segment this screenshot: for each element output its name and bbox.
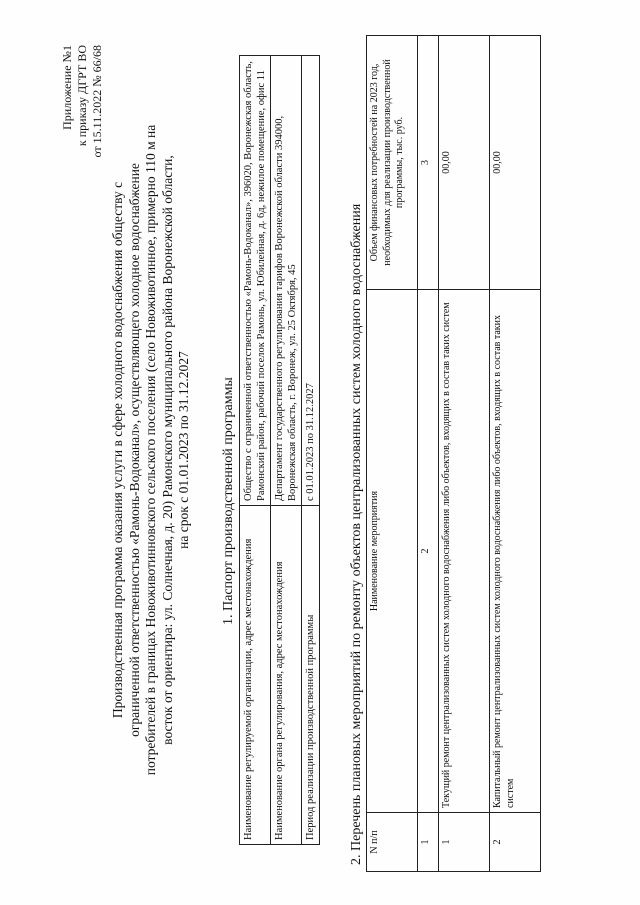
- passport-value: Департамент государственного регулирования тарифов Воронежской области 394000, Воронежская область, г. Воронеж, ул. 25 Октября, 45: [271, 56, 302, 506]
- passport-label: Наименование регулируемой организации, адрес местонахождения: [240, 506, 271, 845]
- passport-label: Наименование органа регулирования, адрес местонахождения: [271, 506, 302, 845]
- header-amount: Объем финансовых потребностей на 2023 год, необходимых для реализации производственной программы, тыс. руб.: [367, 36, 418, 290]
- table-row: [240, 56, 271, 845]
- table-row: [439, 36, 490, 872]
- program-title-line-1: Производственная программа оказания услуги в сфере холодного водоснабжения обществу с: [110, 181, 125, 719]
- table-row: [302, 56, 320, 845]
- row-number: 2: [490, 813, 541, 872]
- passport-value: с 01.01.2023 по 31.12.2027: [302, 56, 320, 506]
- row-activity: Капитальный ремонт централизованных систем холодного водоснабжения либо объектов, входящих в состав таких систем: [490, 290, 541, 813]
- row-activity: Текущий ремонт централизованных систем холодного водоснабжения либо объектов, входящих в состав таких систем: [439, 290, 490, 813]
- works-table: [366, 35, 541, 872]
- program-title-line-4: восток от ориентира: ул. Солнечная, д. 20) Рамонского муниципального района Воронежской области,: [159, 155, 175, 745]
- appendix-line-2: к приказу ДГРТ ВО: [75, 45, 89, 147]
- column-number: 1: [418, 813, 439, 872]
- program-title: [110, 55, 193, 845]
- section-2-title: 2. Перечень плановых мероприятий по ремонту объектов централизованных систем холодного водоснабжения: [349, 203, 364, 865]
- table-row: [490, 36, 541, 872]
- column-number: 2: [418, 290, 439, 813]
- row-amount: 00,00: [490, 36, 541, 290]
- header-number: N п/п: [367, 813, 418, 872]
- appendix-line-1: Приложение №1: [60, 45, 74, 130]
- table-row: [271, 56, 302, 845]
- program-title-line-5: на срок с 01.01.2023 по 31.12.2027: [176, 351, 191, 549]
- appendix-line-3: от 15.11.2022 № 66/68: [90, 45, 104, 158]
- table-header-row: [367, 36, 418, 872]
- column-numbers-row: [418, 36, 439, 872]
- row-number: 1: [439, 813, 490, 872]
- column-number: 3: [418, 36, 439, 290]
- passport-table: [239, 55, 320, 845]
- program-title-line-2: ограниченной ответственностью «Рамонь-Водоканал», осуществляющего холодное водоснабжение: [126, 163, 142, 737]
- section-1-title: 1. Паспорт производственной программы: [221, 377, 236, 625]
- passport-value: Общество с ограниченной ответственностью «Рамонь-Водоканал», 396020, Воронежская область, Рамонский район, рабочий поселок Рамонь, ул. Юбилейная, д. 6д, нежилое помещение, офис 11: [240, 56, 271, 506]
- row-amount: 00,00: [439, 36, 490, 290]
- program-title-line-3: потребителей в границах Новоживотинновского сельского поселения (село Новоживотинное, примерно 110 м на: [143, 124, 158, 776]
- appendix-header: [60, 45, 105, 195]
- passport-label: Период реализации производственной программы: [302, 506, 320, 845]
- header-name: Наименование мероприятия: [367, 290, 418, 813]
